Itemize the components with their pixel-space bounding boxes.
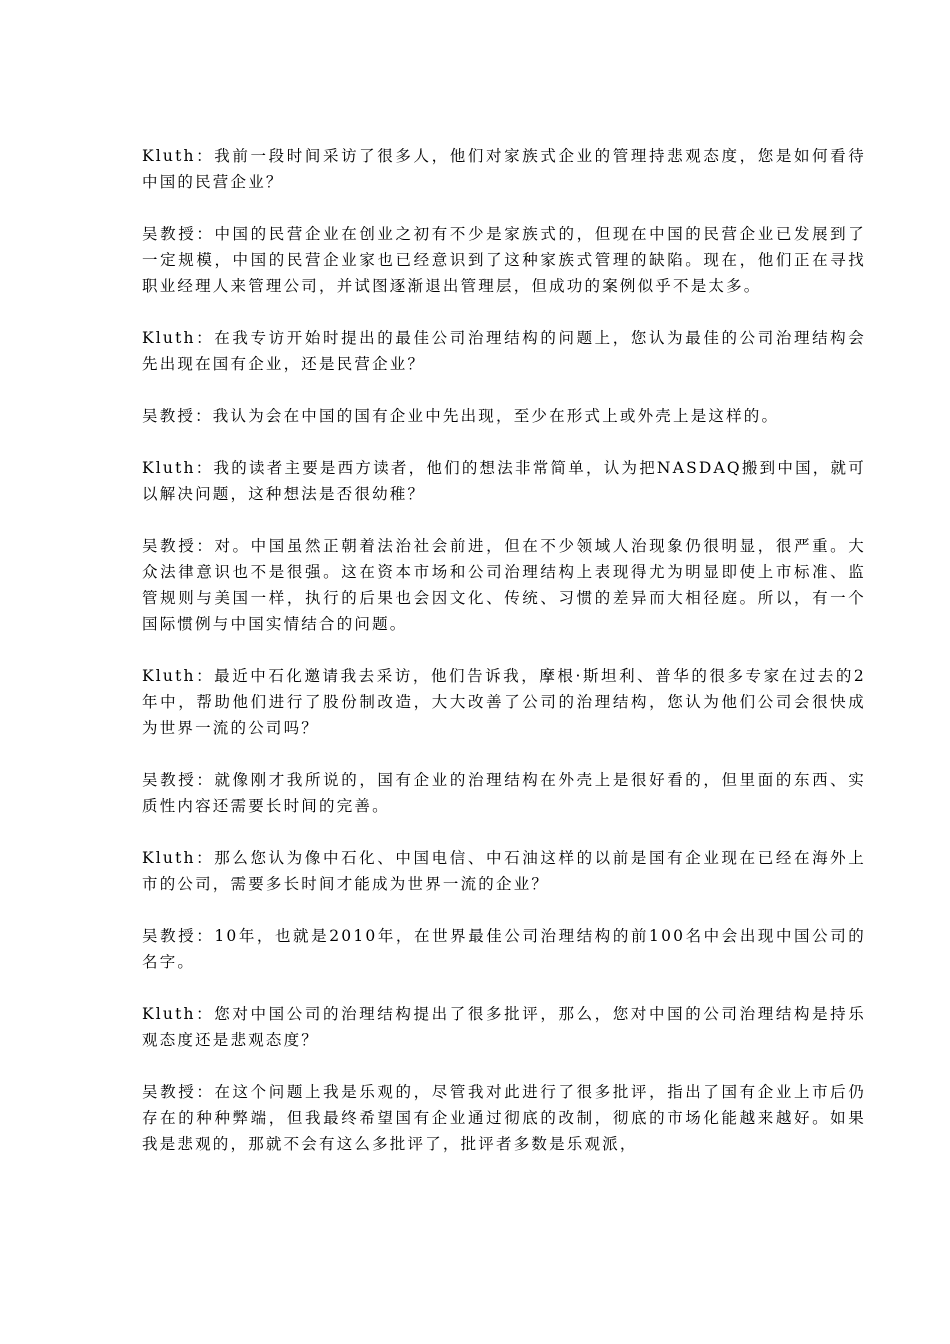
paragraph-wu-answer-6: 吴教授：在这个问题上我是乐观的，尽管我对此进行了很多批评，指出了国有企业上市后仍存在的种种弊端，但我最终希望国有企业通过彻底的改制，彻底的市场化能越来越好。如果我是悲观的，那就不会有这么多批评了，批评者多数是乐观派， bbox=[142, 1083, 866, 1153]
paragraph-wu-answer-4: 吴教授：就像刚才我所说的，国有企业的治理结构在外壳上是很好看的，但里面的东西、实质性内容还需要长时间的完善。 bbox=[142, 771, 866, 815]
paragraph-kluth-question-2: Kluth：在我专访开始时提出的最佳公司治理结构的问题上，您认为最佳的公司治理结构会先出现在国有企业，还是民营企业？ bbox=[142, 329, 866, 373]
paragraph-kluth-question-6: Kluth：您对中国公司的治理结构提出了很多批评，那么，您对中国的公司治理结构是持乐观态度还是悲观态度？ bbox=[142, 1005, 866, 1049]
paragraph-wu-answer-2: 吴教授：我认为会在中国的国有企业中先出现，至少在形式上或外壳上是这样的。 bbox=[142, 407, 780, 425]
paragraph-kluth-question-3: Kluth：我的读者主要是西方读者，他们的想法非常简单，认为把NASDAQ搬到中国，就可以解决问题，这种想法是否很幼稚？ bbox=[142, 459, 866, 503]
document-body bbox=[142, 143, 866, 1183]
paragraph-kluth-question-4: Kluth：最近中石化邀请我去采访，他们告诉我，摩根·斯坦利、普华的很多专家在过去的2年中，帮助他们进行了股份制改造，大大改善了公司的治理结构，您认为他们公司会很快成为世界一流的公司吗？ bbox=[142, 667, 866, 737]
paragraph-wu-answer-3: 吴教授：对。中国虽然正朝着法治社会前进，但在不少领域人治现象仍很明显，很严重。大众法律意识也不是很强。这在资本市场和公司治理结构上表现得尤为明显即使上市标准、监管规则与美国一样，执行的后果也会因文化、传统、习惯的差异而大相径庭。所以，有一个国际惯例与中国实情结合的问题。 bbox=[142, 537, 866, 633]
paragraph-wu-answer-1: 吴教授：中国的民营企业在创业之初有不少是家族式的，但现在中国的民营企业已发展到了一定规模，中国的民营企业家也已经意识到了这种家族式管理的缺陷。现在，他们正在寻找职业经理人来管理公司，并试图逐渐退出管理层，但成功的案例似乎不是太多。 bbox=[142, 225, 866, 295]
paragraph-kluth-question-5: Kluth：那么您认为像中石化、中国电信、中石油这样的以前是国有企业现在已经在海外上市的公司，需要多长时间才能成为世界一流的企业？ bbox=[142, 849, 866, 893]
paragraph-wu-answer-5: 吴教授：10年，也就是2010年，在世界最佳公司治理结构的前100名中会出现中国公司的名字。 bbox=[142, 927, 866, 971]
paragraph-kluth-question-1: Kluth：我前一段时间采访了很多人，他们对家族式企业的管理持悲观态度，您是如何看待中国的民营企业？ bbox=[142, 147, 866, 191]
